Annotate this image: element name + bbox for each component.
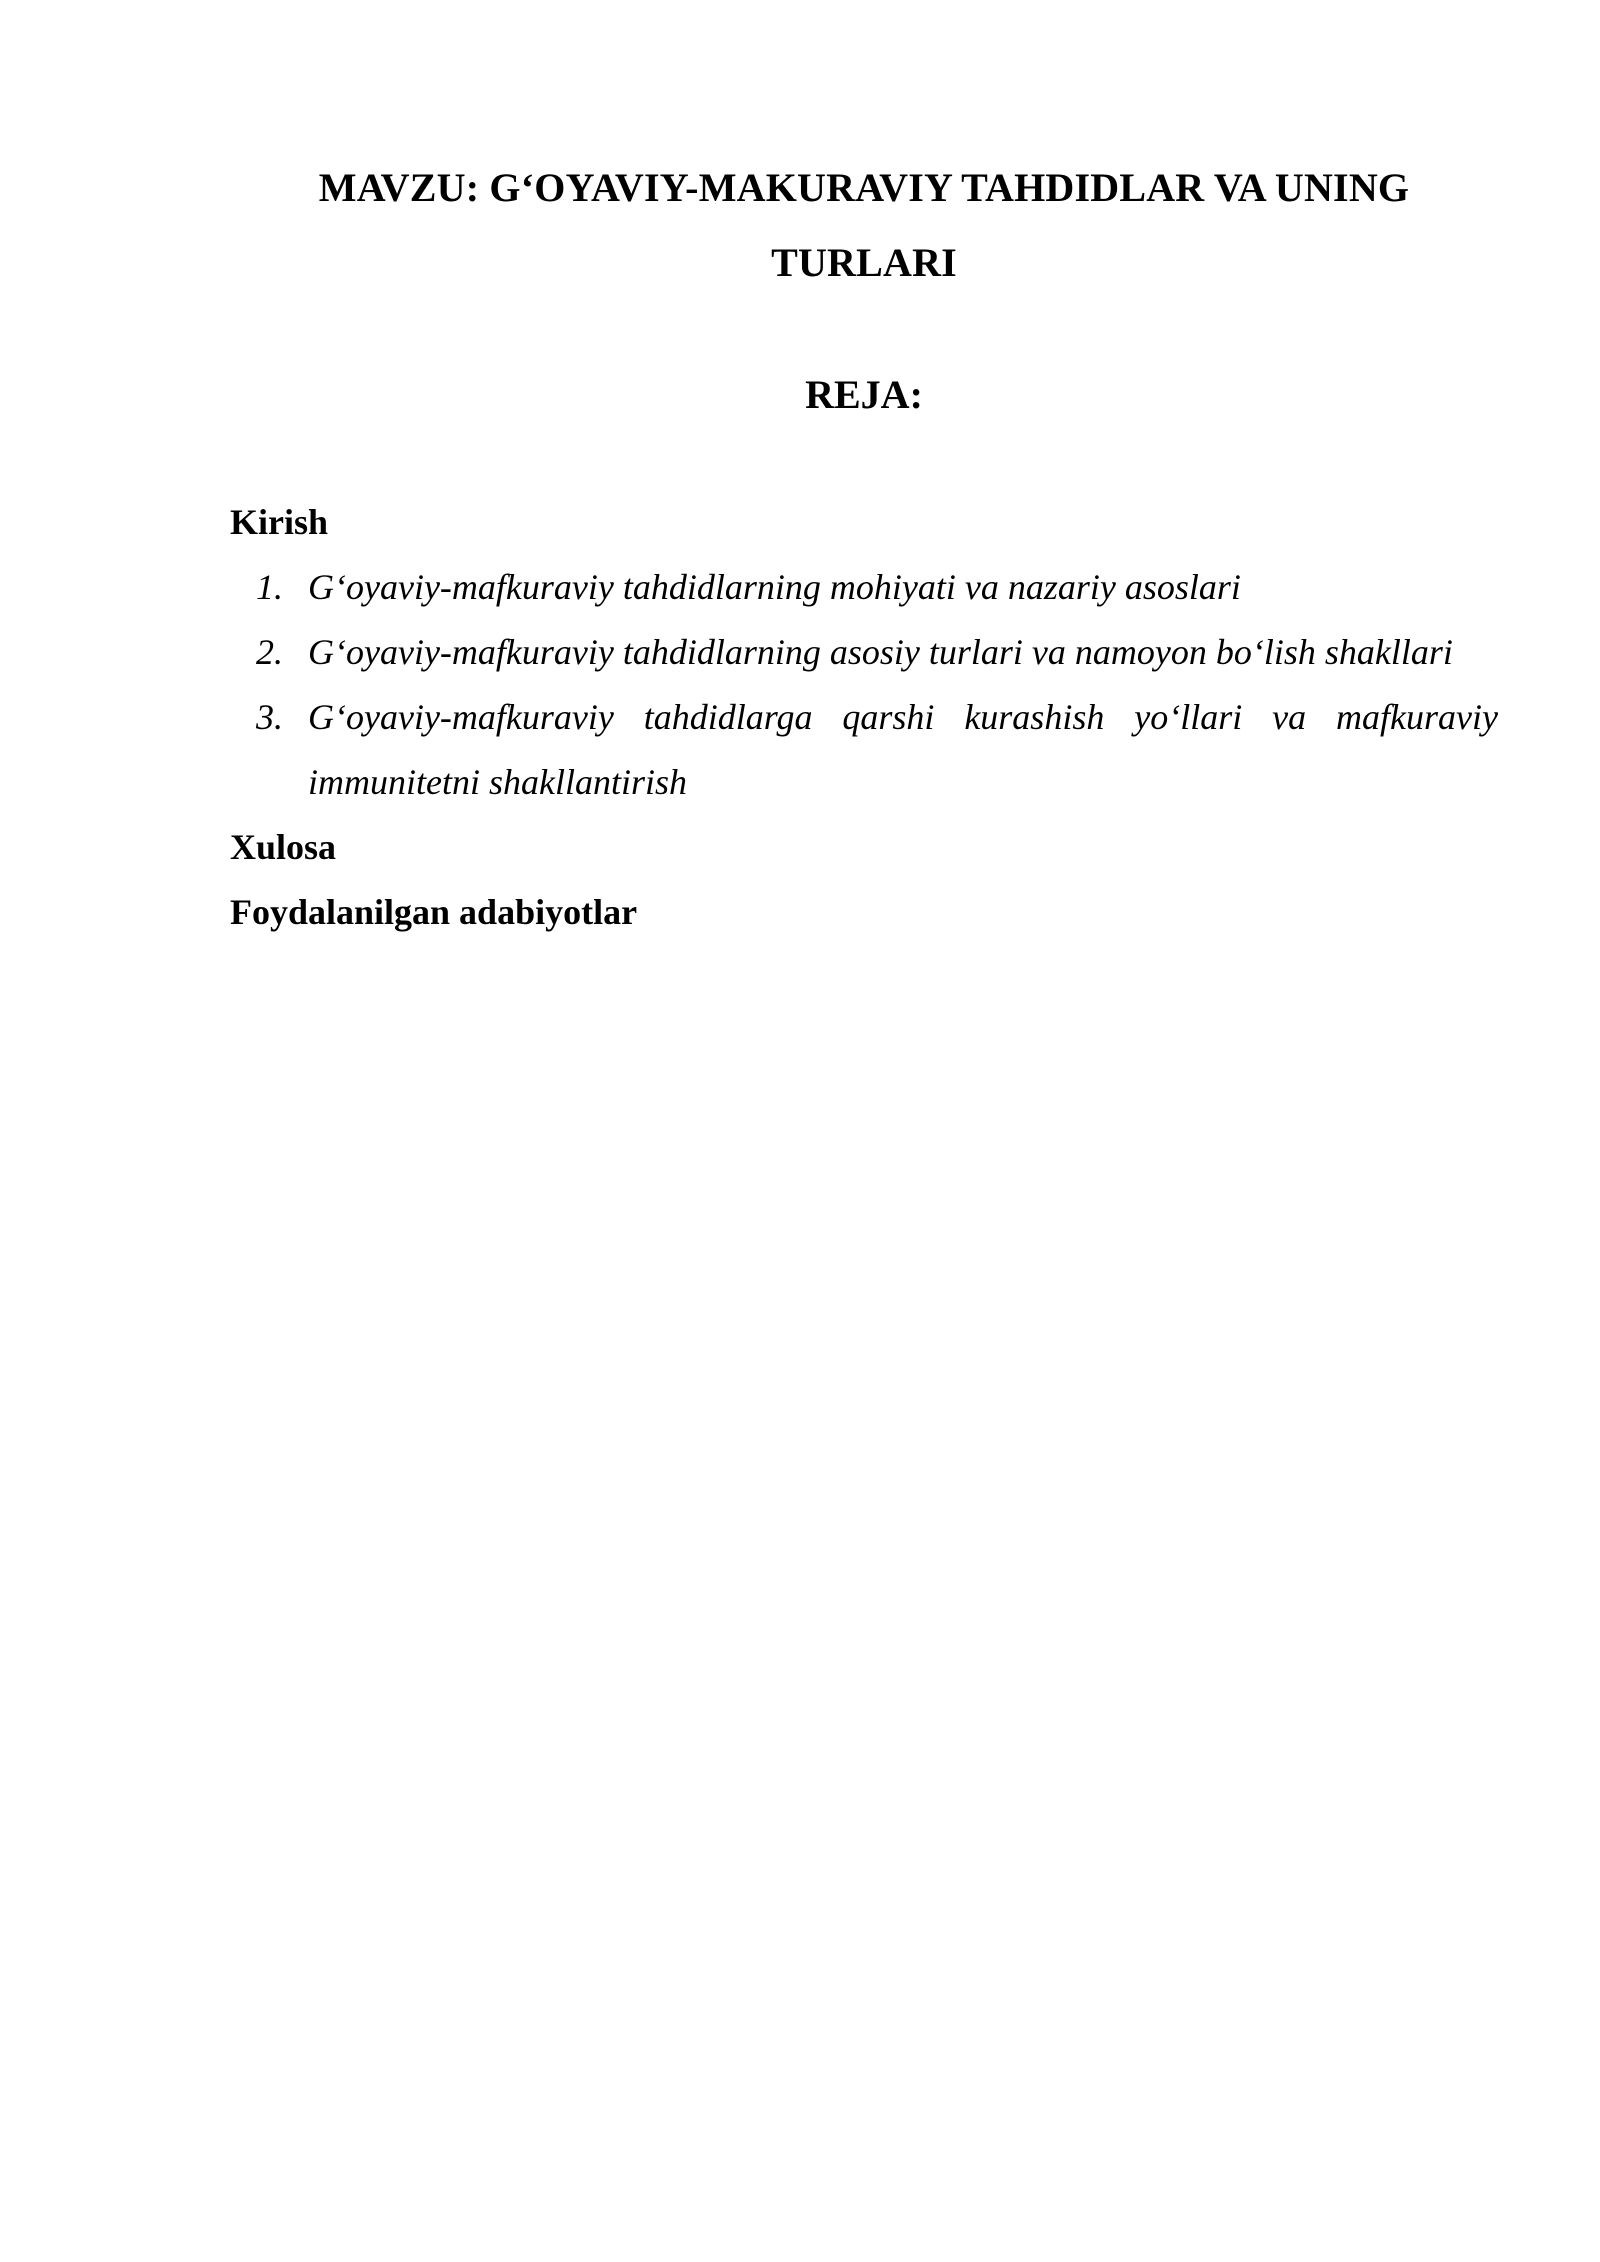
plan-item-number: 2. bbox=[256, 632, 283, 672]
plan-outline bbox=[230, 490, 1498, 945]
plan-item-text: G‘oyaviy-mafkuraviy tahdidlarning mohiyati va nazariy asoslari bbox=[308, 567, 1241, 607]
plan-item-text: G‘oyaviy-mafkuraviy tahdidlarga qarshi kurashish yo‘llari va mafkuraviy immunitetni shakllantirish bbox=[308, 697, 1498, 802]
plan-item-number: 1. bbox=[256, 567, 283, 607]
references-label: Foydalanilgan adabiyotlar bbox=[230, 892, 638, 932]
plan-heading: REJA: bbox=[805, 372, 923, 417]
conclusion-label: Xulosa bbox=[230, 827, 337, 867]
plan-item-2 bbox=[230, 620, 1498, 685]
plan-item-1 bbox=[230, 555, 1498, 620]
plan-item-number: 3. bbox=[256, 697, 283, 737]
plan-item-3 bbox=[230, 685, 1498, 815]
plan-list bbox=[230, 555, 1498, 815]
intro-label: Kirish bbox=[230, 502, 329, 542]
plan-item-text: G‘oyaviy-mafkuraviy tahdidlarning asosiy turlari va namoyon bo‘lish shakllari bbox=[308, 632, 1453, 672]
document-title: MAVZU: G‘OYAVIY-MAKURAVIY TAHDIDLAR VA UNING TURLARI bbox=[318, 165, 1410, 285]
